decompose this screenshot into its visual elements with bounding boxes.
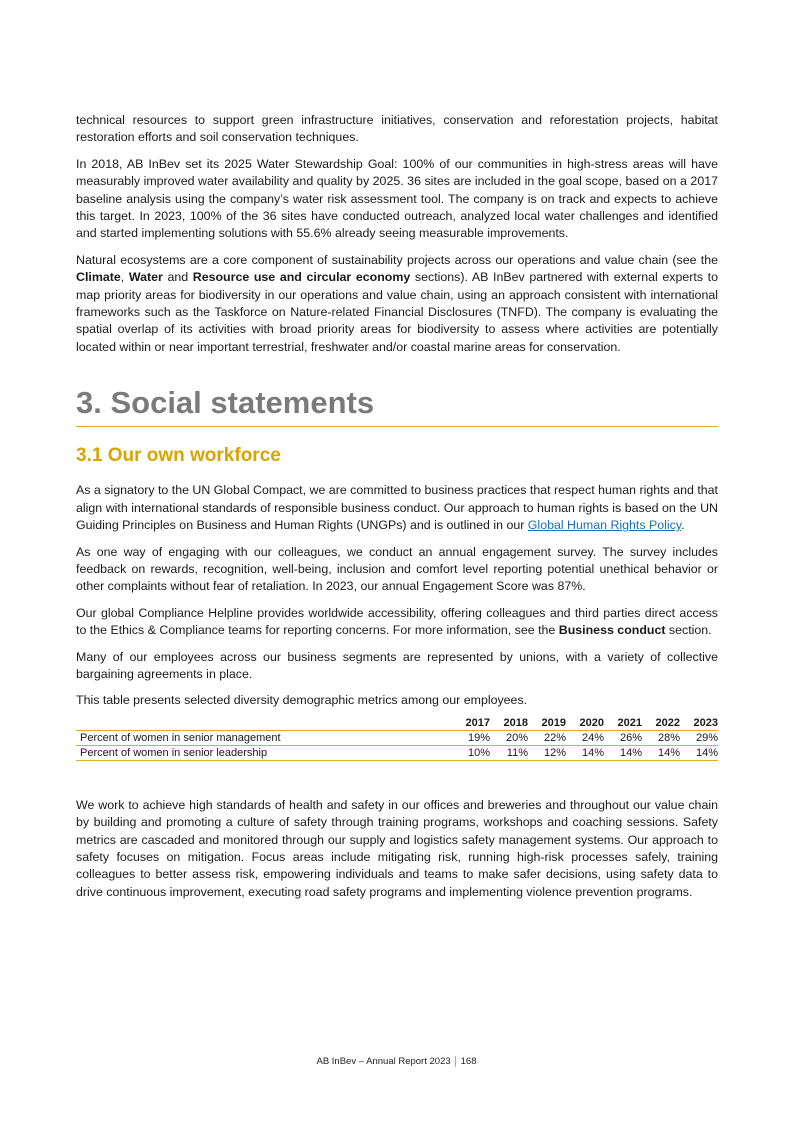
paragraph-engagement: As one way of engaging with our colleagues, we conduct an annual engagement survey. The survey includes feedback on rewards, recognition, well-being, inclusion and comfort level reporting potential unethical behavior or other complaints without fear of retaliation. In 2023, our annual Engagement Score was 87%.: [76, 544, 718, 594]
ref-resource-use: Resource use and circular economy: [192, 270, 411, 285]
table-cell: 14%: [642, 745, 680, 760]
paragraph-ecosystems: Natural ecosystems are a core component of sustainability projects across our operations and value chain (see the Climate, Water and Resource use and circular economy sections). AB InBev partnered with external experts to map priority areas for biodiversity in our operations and value chain, using an approach consistent with international frameworks such as the Taskforce on Nature-related Financial Disclosures (TNFD). The company is evaluating the spatial overlap of its activities with broad priority areas for biodiversity to assess where activities are potentially located within or near important terrestrial, freshwater and/or coastal marine areas for conservation.: [76, 252, 719, 354]
table-cell: 10%: [452, 745, 490, 760]
table-cell: 20%: [490, 730, 528, 745]
ref-water: Water: [128, 270, 163, 285]
table-cell: 11%: [490, 745, 528, 760]
year-header: 2017: [465, 716, 490, 729]
table-cell: 28%: [642, 730, 680, 745]
year-header: 2018: [503, 716, 528, 729]
paragraph-table-intro: This table presents selected diversity demographic metrics among our employees.: [76, 693, 528, 708]
paragraph-human-rights: As a signatory to the UN Global Compact, we are committed to business practices that respect human rights and that align with international standards of responsible business conduct. Our approach to human rights is based on the UN Guiding Principles on Business and Human Rights (UNGPs) and is outlined in our Global Human Rights Policy.: [76, 483, 718, 533]
row-label: Percent of women in senior leadership: [76, 745, 452, 760]
page-number: 168: [460, 1056, 477, 1068]
year-header: 2020: [579, 716, 604, 729]
diversity-table: [76, 716, 718, 761]
year-header: 2022: [655, 716, 680, 729]
paragraph-resources: technical resources to support green infrastructure initiatives, conservation and reforestation projects, habitat restoration efforts and soil conservation techniques.: [76, 113, 718, 145]
table-cell: 29%: [680, 730, 718, 745]
footer-divider: [455, 1056, 456, 1067]
subsection-title: 3.1 Our own workforce: [76, 445, 281, 467]
table-cell: 24%: [566, 730, 604, 745]
table-row: [76, 730, 718, 745]
ref-business-conduct: Business conduct: [558, 623, 666, 638]
footer-title: AB InBev – Annual Report 2023: [316, 1056, 451, 1068]
page-content: [76, 112, 718, 910]
year-header: 2021: [617, 716, 642, 729]
row-label: Percent of women in senior management: [76, 730, 452, 745]
year-header: 2019: [541, 716, 566, 729]
table-cell: 26%: [604, 730, 642, 745]
paragraph-compliance: Our global Compliance Helpline provides worldwide accessibility, offering colleagues and third parties direct access to the Ethics & Compliance teams for reporting concerns. For more information, see the Business conduct section.: [76, 605, 718, 638]
section-title: 3. Social statements: [76, 383, 718, 427]
table-cell: 14%: [566, 745, 604, 760]
year-header: 2023: [693, 716, 718, 729]
table-header-row: [76, 716, 718, 731]
table-cell: 14%: [604, 745, 642, 760]
table-cell: 14%: [680, 745, 718, 760]
paragraph-water-goal: In 2018, AB InBev set its 2025 Water Stewardship Goal: 100% of our communities in high-stress areas will have measurably improved water availability and quality by 2025. 36 sites are included in the goal scope, based on a 2017 baseline analysis using the company’s water risk assessment tool. The company is on track and expects to achieve this target. In 2023, 100% of the 36 sites have conducted outreach, analyzed local water challenges and identified and started implementing solutions with 55.6% already seeing measurable improvements.: [76, 156, 718, 241]
ref-climate: Climate: [76, 270, 121, 285]
table-row: [76, 745, 718, 760]
table-header-label: [76, 716, 452, 731]
human-rights-policy-link[interactable]: Global Human Rights Policy: [527, 518, 682, 533]
table-cell: 22%: [528, 730, 566, 745]
table-cell: 12%: [528, 745, 566, 760]
table-cell: 19%: [452, 730, 490, 745]
page-footer: [0, 1056, 793, 1067]
paragraph-unions: Many of our employees across our business segments are represented by unions, with a variety of collective bargaining agreements in place.: [76, 649, 718, 681]
paragraph-health-safety: We work to achieve high standards of health and safety in our offices and breweries and throughout our value chain by building and promoting a culture of safety through training programs, workshops and coaching sessions. Safety metrics are cascaded and monitored through our supply and logistics safety management systems. Our approach to safety focuses on mitigation. Focus areas include mitigating risk, running high-risk processes safely, training colleagues to better assess risk, empowering individuals and teams to make safer decisions, using safety data to drive continuous improvement, executing road safety programs and implementing violence prevention programs.: [76, 797, 718, 899]
